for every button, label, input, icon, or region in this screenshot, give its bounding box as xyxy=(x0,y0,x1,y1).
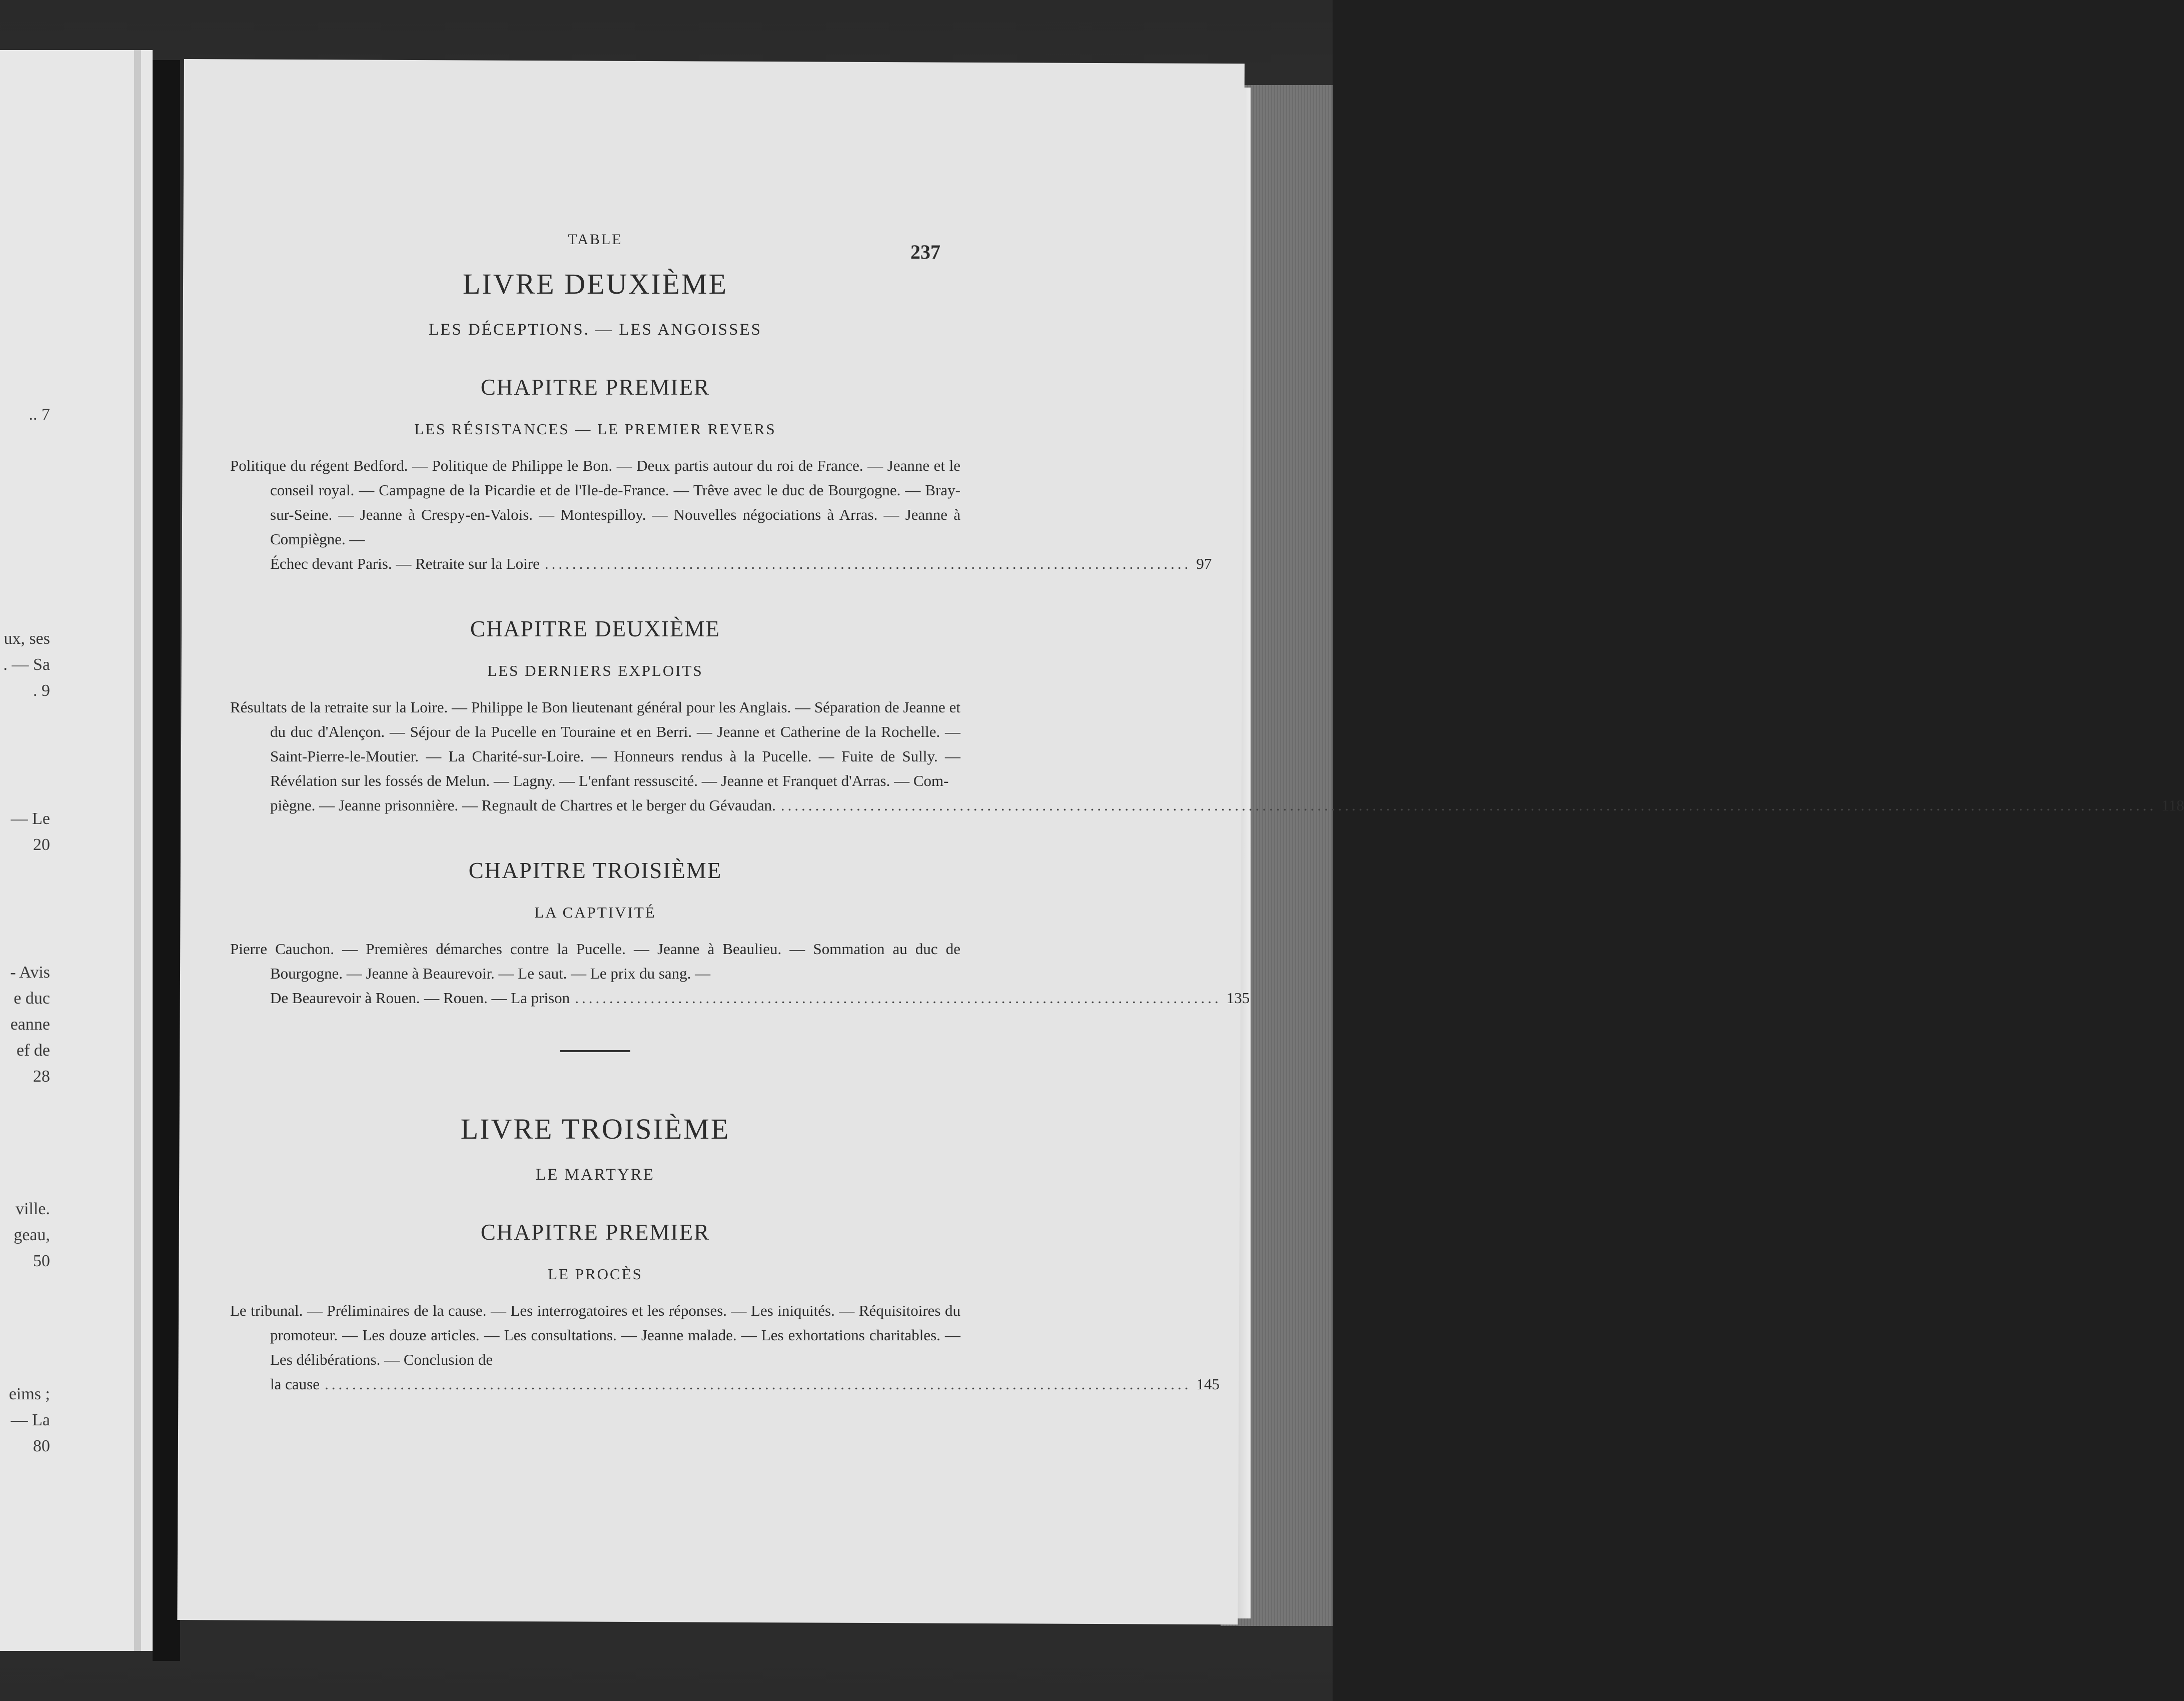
chapter-entry xyxy=(230,858,1250,1010)
table-of-contents xyxy=(230,225,2184,1436)
left-page-fragment: . 9 xyxy=(33,681,50,700)
left-page-edge xyxy=(134,50,141,1651)
livre-troisieme-title: LIVRE TROISIÈME xyxy=(460,1113,730,1145)
chapter-subtitle: LES RÉSISTANCES — LE PREMIER REVERS xyxy=(414,420,776,438)
dot-leader: ........................................................................................................................................................................................................ xyxy=(780,796,2156,814)
livre-deuxieme-subtitle: LES DÉCEPTIONS. — LES ANGOISSES xyxy=(429,321,762,339)
summary-text: Politique du régent Bedford. — Politique de Philippe le Bon. — Deux partis autour du roi de France. — Jeanne et le conseil royal. — Campagne de la Picardie et de l'Ile-de-France. — Trêve avec le duc de Bourgogne. — Bray-sur-Seine. — Jeanne à Crespy-en-Valois. — Montespilloy. — Nouvelles négociations à Arras. — Jeanne à Compiègne. — xyxy=(230,457,960,548)
chapter-subtitle: LA CAPTIVITÉ xyxy=(534,904,656,921)
chapter-entry xyxy=(230,1219,1220,1396)
summary-text: Le tribunal. — Préliminaires de la cause. — Les interrogatoires et les réponses. — Les iniquités. — Réquisitoires du promoteur. — Les douze articles. — Les consultations. — Jeanne malade. — Les exhortations charitables. — Les délibérations. — Conclusion de xyxy=(230,1302,960,1368)
livre-troisieme-subtitle: LE MARTYRE xyxy=(536,1166,655,1184)
chapter-title: CHAPITRE TROISIÈME xyxy=(468,858,722,883)
summary-text: Résultats de la retraite sur la Loire. — Philippe le Bon lieutenant général pour les Anglais. — Séparation de Jeanne et du duc d'Alençon. — Séjour de la Pucelle en Touraine et en Berri. — Jeanne et Catherine de la Rochelle. — Saint-Pierre-le-Moutier. — La Charité-sur-Loire. — Honneurs rendus à la Pucelle. — Fuite de Sully. — Révélation sur les fossés de Melun. — Lagny. — L'enfant ressuscité. — Jeanne et Franquet d'Arras. — Com- xyxy=(230,698,960,789)
page-reference: 135 xyxy=(1226,989,1250,1007)
summary-leader-line xyxy=(270,793,2184,817)
left-page-fragment: .. 7 xyxy=(29,405,50,424)
summary-leader-line xyxy=(270,986,1250,1010)
summary-last-line: la cause xyxy=(270,1375,320,1393)
chapter-subtitle: LES DERNIERS EXPLOITS xyxy=(487,662,703,679)
left-page-fragment: geau, xyxy=(14,1226,50,1244)
chapter-entry xyxy=(230,616,2184,817)
left-page-fragment: — Le xyxy=(11,809,50,828)
summary-last-line: De Beaurevoir à Rouen. — Rouen. — La prison xyxy=(270,989,570,1007)
running-title: TABLE xyxy=(568,231,623,248)
left-page-fragment: eanne xyxy=(10,1015,50,1034)
summary-leader-line xyxy=(270,551,1212,576)
left-page-fragment: eims ; xyxy=(9,1385,50,1403)
left-page-fragment: 20 xyxy=(33,835,50,854)
chapter-summary xyxy=(230,937,1250,1010)
left-page-fragment: ville. xyxy=(16,1200,50,1218)
left-page-fragment: 50 xyxy=(33,1252,50,1270)
left-page-fragment: ux, ses xyxy=(4,629,50,648)
dot-leader: .............................................................................................. xyxy=(544,555,1192,572)
left-page-fragment: . — Sa xyxy=(3,655,50,674)
livre-deuxieme-title: LIVRE DEUXIÈME xyxy=(462,268,728,300)
chapter-title: CHAPITRE DEUXIÈME xyxy=(470,616,721,641)
dot-leader: .............................................................................................................................. xyxy=(324,1375,1192,1393)
chapter-title: CHAPITRE PREMIER xyxy=(480,1220,710,1245)
left-page-fragment: — La xyxy=(11,1411,50,1429)
left-page-fragment: ef de xyxy=(16,1041,50,1060)
chapter-title: CHAPITRE PREMIER xyxy=(480,375,710,400)
page-reference: 118 xyxy=(2161,796,2184,814)
book-gutter xyxy=(153,60,180,1661)
chapter-summary xyxy=(230,695,2184,817)
left-page-fragment: 28 xyxy=(33,1067,50,1086)
chapter-summary xyxy=(230,453,1212,576)
dot-leader: .............................................................................................. xyxy=(575,989,1222,1007)
chapter-entry xyxy=(230,374,1212,576)
section-divider xyxy=(560,1050,630,1052)
summary-last-line: Échec devant Paris. — Retraite sur la Loire xyxy=(270,555,540,572)
chapter-subtitle: LE PROCÈS xyxy=(548,1265,643,1283)
summary-last-line: piègne. — Jeanne prisonnière. — Regnault de Chartres et le berger du Gévaudan. xyxy=(270,796,776,814)
left-page-fragment: 80 xyxy=(33,1437,50,1455)
page-reference: 97 xyxy=(1196,555,1212,572)
page-reference: 145 xyxy=(1196,1375,1220,1393)
page-number: 237 xyxy=(910,241,940,263)
chapter-summary xyxy=(230,1298,1220,1396)
running-header xyxy=(230,225,960,263)
left-page-fragment: e duc xyxy=(14,989,50,1008)
summary-leader-line xyxy=(270,1372,1220,1396)
left-page-fragment: - Avis xyxy=(10,963,50,982)
summary-text: Pierre Cauchon. — Premières démarches contre la Pucelle. — Jeanne à Beaulieu. — Sommation au duc de Bourgogne. — Jeanne à Beaurevoir. — Le saut. — Le prix du sang. — xyxy=(230,940,960,982)
